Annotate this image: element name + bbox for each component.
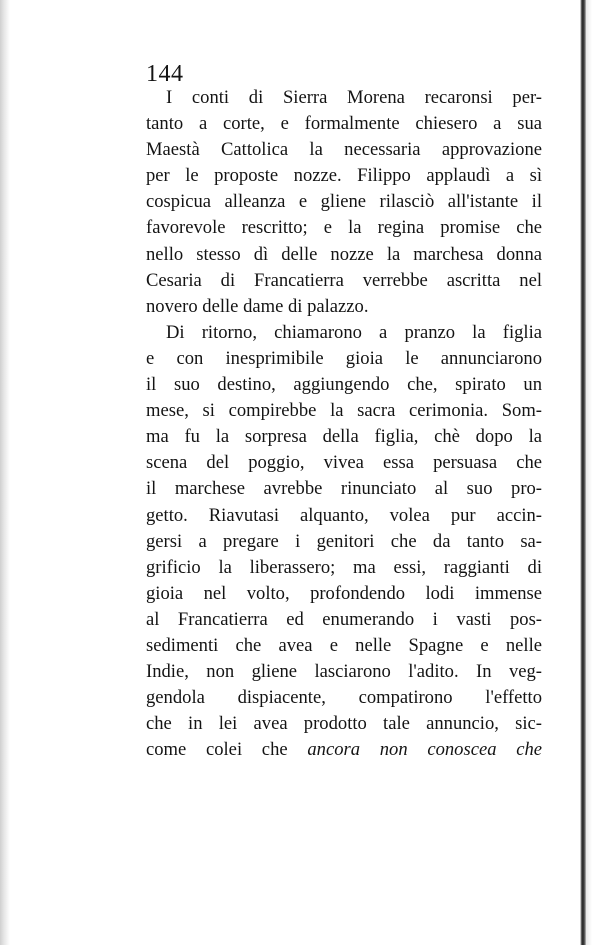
- page-number: 144: [146, 61, 184, 87]
- text-line: [146, 163, 542, 189]
- text-line-content: come colei che: [146, 739, 288, 761]
- text-line-content: getto. Riavutasi alquanto, volea pur accin-: [146, 504, 542, 526]
- text-line: [146, 111, 542, 137]
- text-line-content: favorevole rescritto; e la regina promise che: [146, 217, 542, 239]
- text-line: [146, 398, 542, 424]
- text-line: [146, 476, 542, 502]
- text-line: [146, 189, 542, 215]
- text-line: [146, 137, 542, 163]
- text-line-content: scena del poggio, vivea essa persuasa che: [146, 452, 542, 474]
- text-line-content: ma fu la sorpresa della figlia, chè dopo la: [146, 426, 542, 448]
- text-line: [146, 607, 542, 633]
- text-line: [146, 268, 542, 294]
- text-line-content: gendola dispiacente, compatirono l'effetto: [146, 687, 542, 709]
- text-line-content: Indie, non gliene lasciarono l'adito. In veg-: [146, 661, 542, 683]
- text-line-content: sedimenti che avea e nelle Spagne e nelle: [146, 634, 542, 656]
- text-line: [146, 424, 542, 450]
- page-binding-shadow: [0, 0, 10, 945]
- text-line: [146, 737, 542, 763]
- text-line-content: nello stesso dì delle nozze la marchesa donna: [146, 243, 542, 265]
- text-line: [146, 320, 542, 346]
- text-line-content: per le proposte nozze. Filippo applaudì a sì: [146, 165, 542, 187]
- text-line-content: al Francatierra ed enumerando i vasti pos-: [146, 608, 542, 630]
- text-line-content: novero delle dame di palazzo.: [146, 295, 369, 317]
- text-line: [146, 685, 542, 711]
- text-line: [146, 242, 542, 268]
- text-line: [146, 711, 542, 737]
- text-line: [146, 555, 542, 581]
- text-line: [146, 294, 542, 320]
- page-edge-outer: [586, 0, 596, 945]
- text-line-italic: ancora non conoscea che: [307, 739, 543, 761]
- page-body-text: [146, 85, 542, 763]
- text-line-content: il marchese avrebbe rinunciato al suo pro-: [146, 478, 542, 500]
- text-line-content: Cesaria di Francatierra verrebbe ascritta nel: [146, 269, 542, 291]
- text-line: [146, 85, 542, 111]
- text-line-content: e con inesprimibile gioia le annunciarono: [146, 347, 542, 369]
- text-line: [146, 633, 542, 659]
- text-line: [146, 346, 542, 372]
- text-line: [146, 215, 542, 241]
- text-line: [146, 450, 542, 476]
- text-line-content: il suo destino, aggiungendo che, spirato un: [146, 374, 542, 396]
- text-line-content: I conti di Sierra Morena recaronsi per-: [166, 87, 542, 108]
- text-line-content: Di ritorno, chiamarono a pranzo la figlia: [166, 321, 542, 343]
- text-line-content: gioia nel volto, profondendo lodi immense: [146, 582, 542, 604]
- text-line: [146, 659, 542, 685]
- text-line-content: che in lei avea prodotto tale annuncio, sic-: [146, 713, 542, 735]
- text-line-content: cospicua alleanza e gliene rilasciò all'istante il: [146, 191, 542, 213]
- text-line-content: Maestà Cattolica la necessaria approvazione: [146, 139, 542, 161]
- text-line-content: grificio la liberassero; ma essi, raggianti di: [146, 556, 542, 578]
- text-line-content: mese, si compirebbe la sacra cerimonia. Som-: [146, 400, 542, 422]
- text-line-content: gersi a pregare i genitori che da tanto sa-: [146, 530, 542, 552]
- text-line: [146, 372, 542, 398]
- text-line: [146, 581, 542, 607]
- text-line: [146, 503, 542, 529]
- text-line-content: tanto a corte, e formalmente chiesero a sua: [146, 113, 542, 135]
- text-line: [146, 529, 542, 555]
